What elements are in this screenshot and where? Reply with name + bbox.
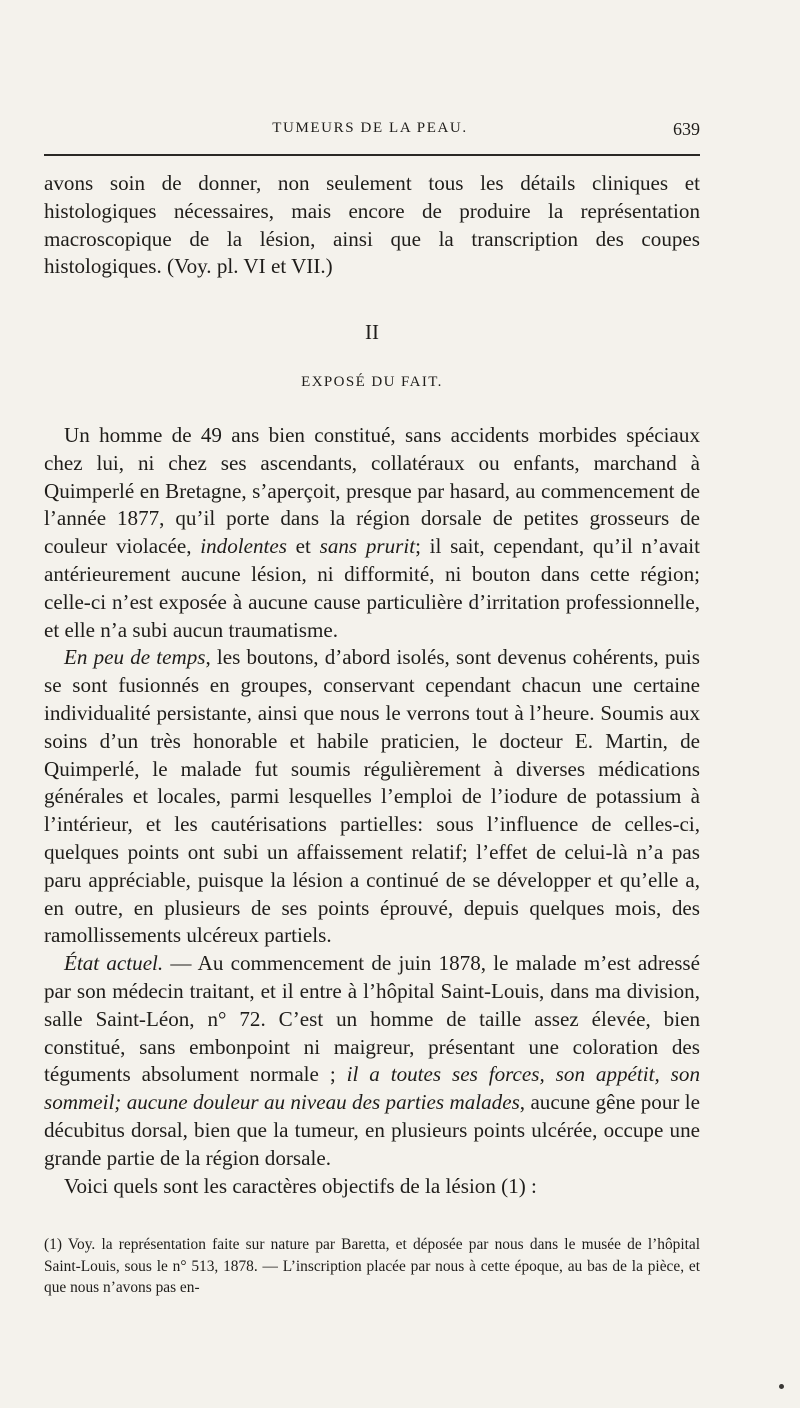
paragraph-3 <box>44 950 700 1172</box>
section-title: EXPOSÉ DU FAIT. <box>301 374 443 390</box>
intro-paragraph <box>44 170 700 281</box>
p1-emphasis-2: sans prurit <box>319 534 416 559</box>
footnote-text: (1) Voy. la représentation faite sur nature par Baretta, et déposée par nous dans le musée de l’hôpital Saint-Louis, sous le n° 513, 1878. — L’inscription placée par nous à cette époque, au bas de la pièce, et que nous n’avons pas en- <box>44 1236 700 1296</box>
ink-speck <box>779 1384 784 1389</box>
p1-text-b: et <box>286 534 320 559</box>
header-rule <box>44 154 700 156</box>
paragraph-2 <box>44 644 700 950</box>
p2-text: , les boutons, d’abord isolés, sont devenus cohérents, puis se sont fusionnés en groupes, conservant cependant chacun une certaine individualité persistante, ainsi que nous le verrons tout à l’heure. Soumis aux soins d’un très honorable et habile praticien, le docteur E. Martin, de Quimperlé, le malade fut soumis régulièrement à diverses médications générales et locales, parmi lesquelles l’emploi de l’iodure de potassium à l’intérieur, et les cautérisations partielles: sous l’influence de celles-ci, quelques points ont subi un affaissement relatif; l’effet de celui-là n’a pas paru appréciable, puisque la lésion a continué de se développer et qu’elle a, en outre, en plusieurs de ses points éprouvé, depuis quelques mois, des ramollissements ulcéreux partiels. <box>44 645 700 948</box>
p3-text-b: , aucune gêne pour le décubitus dorsal, bien que la tumeur, en plusieurs points ulcérée, occupe une grande partie de la région dorsale. <box>44 1090 700 1170</box>
p3-emphasis-2: il a toutes ses forces, son appétit, son sommeil; aucune douleur au niveau des parties malades <box>44 1062 700 1115</box>
p2-emphasis: En peu de temps <box>64 645 206 670</box>
page-number: 639 <box>673 119 700 139</box>
running-header <box>40 120 700 142</box>
paragraph-4: Voici quels sont les caractères objectifs de la lésion (1) : <box>64 1173 537 1198</box>
section-number: II <box>365 320 379 344</box>
intro-text: avons soin de donner, non seulement tous les détails cliniques et histologiques nécessaires, mais encore de produire la représentation macroscopique de la lésion, ainsi que la transcription des coupes histologiques. (Voy. pl. VI et VII.) <box>44 171 700 279</box>
footnote <box>44 1234 700 1299</box>
p1-emphasis-1: indolentes <box>200 534 287 559</box>
paragraph-1 <box>44 422 700 644</box>
p3-emphasis-1: État actuel. <box>64 951 164 976</box>
running-title: TUMEURS DE LA PEAU. <box>272 120 468 136</box>
p3-text-a: — Au commencement de juin 1878, le malade m’est adressé par son médecin traitant, et il entre à l’hôpital Saint-Louis, dans ma division, salle Saint-Léon, n° 72. C’est un homme de taille assez élevée, bien constitué, sans embonpoint ni maigreur, présentant une coloration des téguments absolument normale ; <box>44 951 700 1087</box>
p1-text-c: ; il sait, cependant, qu’il n’avait antérieurement aucune lésion, ni difformité, ni bouton dans cette région; celle-ci n’est exposée à aucune cause particulière d’irritation professionnelle, et elle n’a subi aucun traumatisme. <box>44 534 700 642</box>
main-text <box>44 422 700 1200</box>
p1-text-a: Un homme de 49 ans bien constitué, sans accidents morbides spéciaux chez lui, ni chez ses ascendants, collatéraux ou enfants, marchand à Quimperlé en Bretagne, s’aperçoit, presque par hasard, au commencement de l’année 1877, qu’il porte dans la région dorsale de petites grosseurs de couleur violacée, <box>44 423 700 559</box>
